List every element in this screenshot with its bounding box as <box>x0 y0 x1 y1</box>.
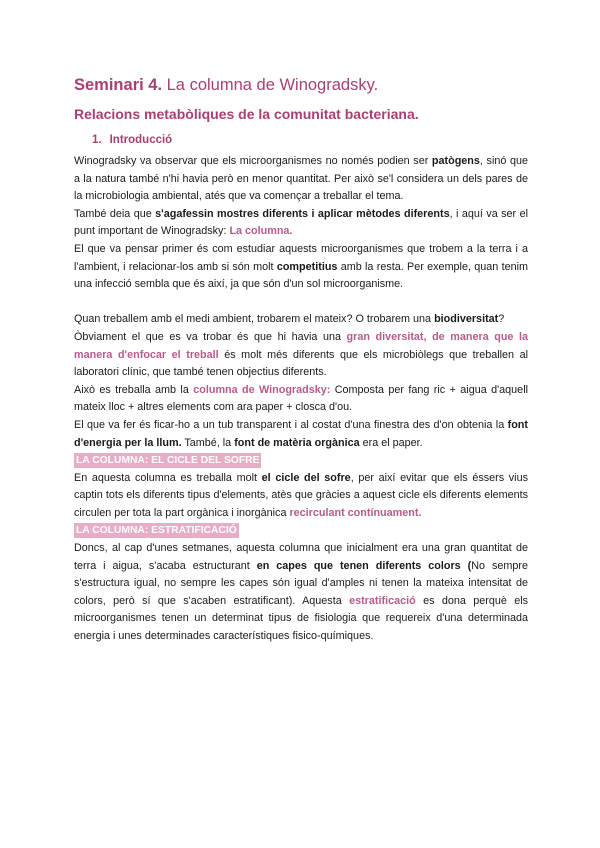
highlight-text: gran diversitat, de manera que la manera d'enfocar el treball <box>74 330 529 361</box>
paragraph-3 <box>74 241 528 294</box>
bold-text: competitius <box>276 260 338 273</box>
bold-text: font d'energia per la llum. <box>74 418 528 449</box>
text: ? <box>498 313 505 326</box>
paragraph-5 <box>74 329 528 382</box>
body-text <box>74 153 528 646</box>
highlight-text: La columna. <box>229 225 293 238</box>
bold-text: biodiversitat <box>434 313 499 326</box>
text: , i aquí va ser el punt important de Winogradsky: <box>74 207 528 238</box>
text: Això es treballa amb la <box>74 383 194 396</box>
text: és molt més diferents que els microbiòlegs que treballen al laboratori clínic, que també tenen objectius diferents. <box>74 348 528 379</box>
text: El que va fer és ficar-ho a un tub transparent i al costat d'una finestra des d'on obtenia la <box>74 418 508 431</box>
heading-estratificacio: LA COLUMNA: ESTRATIFICACIÓ <box>76 525 237 537</box>
section-number: 1. <box>92 134 102 146</box>
highlight-text: recirculant contínuament. <box>289 506 422 519</box>
paragraph-7 <box>74 417 528 452</box>
text: era el paper. <box>359 436 423 449</box>
text: En aquesta columna es treballa molt <box>74 471 262 484</box>
text: També, la <box>181 436 235 449</box>
text: es dona perquè els microorganismes tenen un determinat tipus de fisiologia que requereix d'una determinada energia i unes determinades característiques fisico-químiques. <box>74 594 528 643</box>
bold-text: en capes que tenen diferents colors ( <box>256 559 472 572</box>
text: També deia que <box>74 207 156 220</box>
heading-wrap <box>74 522 528 540</box>
paragraph-4 <box>74 311 528 329</box>
section-heading <box>92 134 172 146</box>
bold-text: font de matèria orgànica <box>234 436 360 449</box>
bold-text: patògens <box>431 155 480 167</box>
text: Composta per fang ric + aigua d'aquell mateix lloc + altres elements com ara paper + closca d'ou. <box>74 383 528 414</box>
section-label: Introducció <box>109 134 173 146</box>
text: , sinó que a la natura també n'hi havia però en menor quantitat. Per això se'l considera un dels pares de la microbiologia ambiental, atés que va començar a treballar el tema. <box>74 155 528 203</box>
paragraph-2 <box>74 206 528 241</box>
text: Doncs, al cap d'unes setmanes, aquesta columna que inicialment era una gran quantitat de terra i aigua, s'acaba estructurant <box>74 542 528 572</box>
highlight-text: columna de Winogradsky: <box>193 383 331 396</box>
highlight-text: estratificació <box>349 594 416 607</box>
heading-wrap <box>74 452 528 470</box>
title-prefix: Seminari 4. <box>74 76 163 94</box>
paragraph-6 <box>74 382 528 417</box>
bold-text: s'agafessin mostres diferents i aplicar mètodes diferents <box>155 207 450 220</box>
bold-text: el cicle del sofre <box>261 471 351 484</box>
paragraph-1 <box>74 153 528 206</box>
text: Winogradsky va observar que els microorganismes no només podien ser <box>74 155 432 167</box>
paragraph-9 <box>74 540 528 646</box>
text: , per així evitar que els éssers vius captin tots els diferents tipus d'elements, atès que gràcies a aquest cicle els diferents elements circulen per tota la part orgànica i inorgànica <box>74 471 528 519</box>
text: Òbviament el que es va trobar és que hi havia una <box>74 330 347 343</box>
text: El que va pensar primer és com estudiar aquests microorganismes que trobem a la terra i a l'ambient, i relacionar-los amb si són molt <box>74 242 528 273</box>
text: Quan treballem amb el medi ambient, trobarem el mateix? O trobarem una <box>74 313 435 326</box>
title-rest: La columna de Winogradsky. <box>162 76 379 94</box>
page-title <box>74 76 378 95</box>
paragraph-8 <box>74 470 528 523</box>
text: No sempre s'estructura igual, no sempre les capes són igual d'amples ni tenen la mateixa intensitat de colors, però sí que s'acaben estratificant). Aquesta <box>74 559 528 607</box>
text: amb la resta. Per exemple, quan tenim una infecció sembla que és així, ja que són d'un sol microorganisme. <box>74 260 528 291</box>
heading-cicle-sofre: LA COLUMNA: EL CICLE DEL SOFRE <box>76 455 260 467</box>
page-subtitle: Relacions metabòliques de la comunitat bacteriana. <box>74 106 419 122</box>
